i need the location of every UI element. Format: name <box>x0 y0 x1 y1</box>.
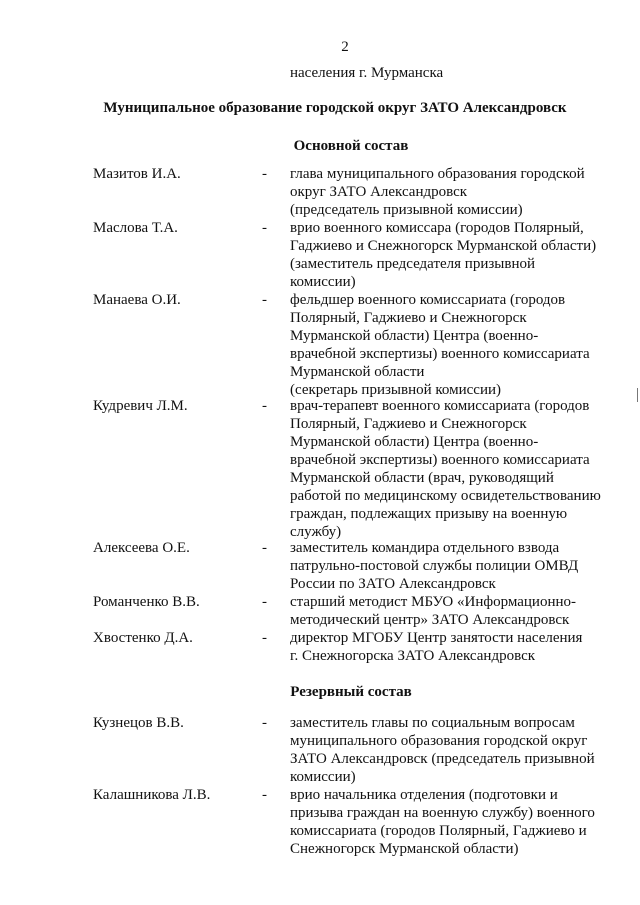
role-line: старший методист МБУО «Информационно- <box>290 594 576 610</box>
reserve-composition-heading: Резервный состав <box>290 684 412 700</box>
dash: - <box>262 220 267 236</box>
role-line: (секретарь призывной комиссии) <box>290 382 501 398</box>
role-line: Полярный, Гаджиево и Снежногорск <box>290 416 527 432</box>
dash: - <box>262 540 267 556</box>
member-name: Мазитов И.А. <box>93 166 181 182</box>
member-role <box>290 593 608 629</box>
member-role <box>290 714 608 786</box>
member-name: Кузнецов В.В. <box>93 715 184 731</box>
role-line: врио военного комиссара (городов Полярный, <box>290 220 584 236</box>
dash: - <box>262 715 267 731</box>
role-line: заместитель командира отдельного взвода <box>290 540 560 556</box>
role-line: муниципального образования городской округ <box>290 733 588 749</box>
role-line: патрульно-постовой службы полиции ОМВД <box>290 558 579 574</box>
role-line: врач-терапевт военного комиссариата (городов <box>290 398 590 414</box>
role-line: комиссии) <box>290 274 356 290</box>
role-line: г. Снежногорска ЗАТО Александровск <box>290 648 536 664</box>
role-line: Гаджиево и Снежногорск Мурманской области) <box>290 238 597 254</box>
scan-edge-mark <box>637 388 638 402</box>
main-composition-heading: Основной состав <box>293 138 409 154</box>
role-line: заместитель главы по социальным вопросам <box>290 715 575 731</box>
member-name: Романченко В.В. <box>93 594 200 610</box>
role-line: директор МГОБУ Центр занятости населения <box>290 630 583 646</box>
role-line: работой по медицинскому освидетельствованию <box>290 488 601 504</box>
role-line: граждан, подлежащих призыву на военную <box>290 506 568 522</box>
role-line: Мурманской области <box>290 364 425 380</box>
role-line: Мурманской области) Центра (военно- <box>290 328 539 344</box>
role-line: комиссии) <box>290 769 356 785</box>
member-role <box>290 397 608 541</box>
role-line: фельдшер военного комиссариата (городов <box>290 292 566 308</box>
member-name: Манаева О.И. <box>93 292 181 308</box>
role-line: ЗАТО Александровск (председатель призывной <box>290 751 595 767</box>
role-line: Мурманской области (врач, руководящий <box>290 470 554 486</box>
org-heading: Муниципальное образование городской округ ЗАТО Александровск <box>103 100 567 116</box>
member-role <box>290 786 608 858</box>
dash: - <box>262 630 267 646</box>
member-name: Маслова Т.А. <box>93 220 178 236</box>
role-line: врио начальника отделения (подготовки и <box>290 787 558 803</box>
member-name: Кудревич Л.М. <box>93 398 188 414</box>
role-line: глава муниципального образования городской <box>290 166 585 182</box>
page-number: 2 <box>341 39 349 55</box>
role-line: Полярный, Гаджиево и Снежногорск <box>290 310 527 326</box>
member-name: Алексеева О.Е. <box>93 540 190 556</box>
member-role <box>290 629 608 665</box>
member-role <box>290 219 608 291</box>
role-line: комиссариата (городов Полярный, Гаджиево и <box>290 823 587 839</box>
member-name: Хвостенко Д.А. <box>93 630 193 646</box>
dash: - <box>262 594 267 610</box>
dash: - <box>262 292 267 308</box>
role-line: округ ЗАТО Александровск <box>290 184 468 200</box>
role-line: службу) <box>290 524 342 540</box>
dash: - <box>262 166 267 182</box>
dash: - <box>262 787 267 803</box>
member-role <box>290 165 608 219</box>
role-line: методический центр» ЗАТО Александровск <box>290 612 570 628</box>
member-name: Калашникова Л.В. <box>93 787 211 803</box>
member-role <box>290 291 608 399</box>
role-line: (председатель призывной комиссии) <box>290 202 523 218</box>
member-role <box>290 539 608 593</box>
role-line: врачебной экспертизы) военного комиссариата <box>290 346 590 362</box>
role-line: (заместитель председателя призывной <box>290 256 535 272</box>
role-line: России по ЗАТО Александровск <box>290 576 496 592</box>
continuation-text: населения г. Мурманска <box>290 65 444 81</box>
role-line: Снежногорск Мурманской области) <box>290 841 519 857</box>
role-line: Мурманской области) Центра (военно- <box>290 434 539 450</box>
role-line: врачебной экспертизы) военного комиссариата <box>290 452 590 468</box>
role-line: призыва граждан на военную службу) военного <box>290 805 595 821</box>
dash: - <box>262 398 267 414</box>
